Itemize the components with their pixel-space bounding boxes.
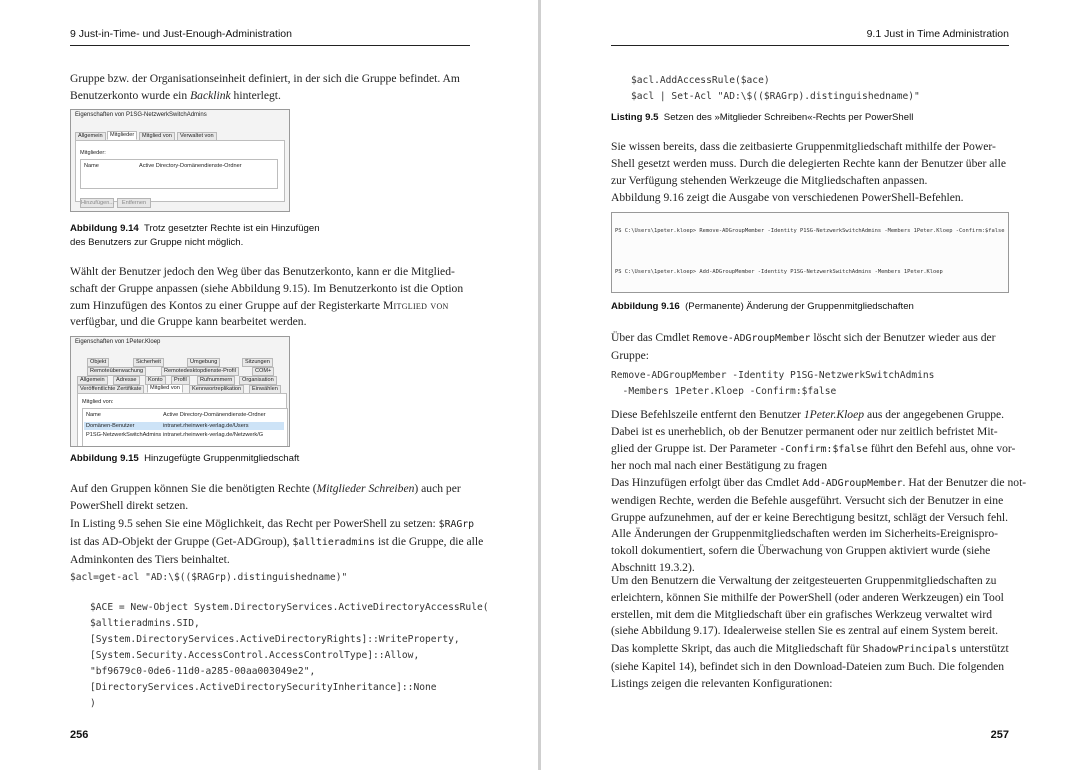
text-line: Shell gesetzt werden muss. Durch die delegierten Rechte kann der Benutzer über alle	[611, 156, 1007, 170]
code-line: $ACE = New-Object System.DirectoryServices.ActiveDirectoryAccessRule(	[90, 602, 489, 613]
tab-sicherheit: Sicherheit	[133, 358, 164, 367]
figure-9-16-console	[611, 212, 1009, 293]
text-line: Adminkonten des Tiers beinhaltet.	[70, 552, 230, 566]
paragraph	[611, 407, 1015, 475]
members-label: Mitglieder:	[80, 150, 106, 156]
paragraph	[70, 481, 461, 515]
window-title: Eigenschaften von P1SG-NetzwerkSwitchAdmins	[75, 112, 207, 118]
text-line: Alle Änderungen der Gruppenmitgliedschaften werden im Sicherheits-Ereignispro-	[611, 527, 998, 541]
caption-text: Trotz gesetzter Rechte ist ein Hinzufügen	[143, 223, 320, 234]
text-line: Dabei ist es unerheblich, ob der Benutzer permanent oder nur zeitlich befristet Mit-	[611, 424, 998, 438]
figure-9-15-screenshot	[70, 336, 290, 447]
caption-label: Listing 9.5	[611, 112, 659, 123]
code-line: [System.Security.AccessControl.AccessControlType]::Allow,	[90, 650, 420, 661]
inline-code: -Confirm:$false	[779, 443, 868, 455]
text-line: her noch mal nach einer Bestätigung zu fragen	[611, 459, 828, 473]
members-list	[80, 159, 278, 189]
memberof-label: Mitglied von:	[82, 399, 114, 405]
row-folder: intranet.rheinwerk-verlag.de/Users	[163, 423, 249, 429]
tab-organisation: Organisation	[239, 376, 277, 385]
inline-code: $RAGrp	[438, 519, 475, 530]
code-line: "bf9679c0-0de6-11d0-a285-00aa003049e2",	[90, 666, 316, 677]
row-name: P1SG-NetzwerkSwitchAdmins	[86, 432, 162, 438]
tab-panel	[75, 140, 285, 202]
text-line: verfügbar, und die Gruppe kann bearbeitet werden.	[70, 315, 307, 329]
text-line: ist die Gruppe, die alle	[375, 534, 484, 548]
tab-verwaltet-von: Verwaltet von	[177, 132, 217, 141]
console-line: PS C:\Users\1peter.kloep> Add-ADGroupMember -Identity P1SG-NetzwerkSwitchAdmins -Members 1Peter.Kloep	[615, 268, 943, 275]
text-line: Das komplette Skript, das auch die Mitgliedschaft für	[611, 642, 863, 655]
tab-adresse: Adresse	[113, 376, 140, 385]
text-line: Listings zeigen die relevanten Konfigurationen:	[611, 676, 833, 690]
caption-label: Abbildung 9.14	[70, 223, 139, 234]
column-folder: Active Directory-Domänendienste-Ordner	[139, 163, 242, 169]
page-number: 256	[70, 729, 89, 741]
code-line: $acl.AddAccessRule($ace)	[631, 75, 770, 86]
code-line: $acl | Set-Acl "AD:\$(($RAGrp).distinguishedname)"	[631, 91, 920, 102]
tab-sitzungen: Sitzungen	[242, 358, 273, 367]
console-line	[615, 249, 1005, 256]
tab-mitglied-von: Mitglied von	[139, 132, 175, 141]
tab-remotedesktop: Remotedesktopdienste-Profil	[161, 367, 239, 376]
text-line: schaft der Gruppe anpassen (siehe Abbildung 9.15). Im Benutzerkonto ist die Option	[70, 281, 464, 295]
tab-objekt: Objekt	[87, 358, 109, 367]
text-line: zur Verfügung stehenden Werkzeuge die Mitgliedschaften anpassen.	[611, 173, 928, 187]
paragraph	[70, 71, 460, 105]
column-name: Name	[84, 163, 99, 169]
figure-9-14-screenshot	[70, 109, 290, 212]
text-line: . Hat der Benutzer die not-	[902, 476, 1027, 489]
paragraph	[611, 573, 1004, 640]
text-line: tokoll dokumentiert, sofern die Überwachung von Gruppen aktiviert wurde (siehe	[611, 544, 991, 558]
caption-label: Abbildung 9.16	[611, 301, 680, 312]
memberof-list	[82, 408, 288, 447]
code-line: [DirectoryServices.ActiveDirectorySecurityInheritance]::None	[90, 682, 437, 693]
caption-text: des Benutzers zur Gruppe nicht möglich.	[70, 236, 244, 248]
text-line: unterstützt	[956, 642, 1009, 655]
text-line: aus der angegebenen Gruppe.	[864, 408, 1005, 421]
tab-konto: Konto	[145, 376, 166, 385]
paragraph	[70, 516, 483, 568]
tab-remoteueberwachung: Remoteüberwachung	[87, 367, 146, 376]
tab-zertifikate: Veröffentlichte Zertifikate	[77, 385, 144, 394]
code-line: $alltieradmins.SID,	[90, 618, 200, 629]
emphasis: Backlink	[190, 88, 231, 102]
header-rule	[70, 45, 470, 46]
text-line: löscht sich der Benutzer wieder aus der	[810, 331, 996, 344]
inline-code: ShadowPrincipals	[862, 644, 957, 655]
code-line: )	[90, 698, 96, 709]
ui-label: Mitglied von	[382, 298, 449, 312]
inline-code: Add-ADGroupMember	[802, 478, 903, 489]
code-line: $acl=get-acl "AD:\$(($RAGrp).distinguishedname)"	[70, 572, 348, 583]
text-line: In Listing 9.5 sehen Sie eine Möglichkeit, das Recht per PowerShell zu setzen:	[70, 517, 439, 530]
inline-code: $alltieradmins	[292, 536, 376, 548]
text-line: Sie wissen bereits, dass die zeitbasierte Gruppenmitgliedschaft mithilfe der Power-	[611, 140, 996, 153]
text-line: Auf den Gruppen können Sie die benötigten Rechte (	[70, 482, 317, 495]
text-line: Gruppe aufzunehmen, auf der er keine Berechtigung besitzt, schlägt der Versuch fehl.	[611, 510, 1009, 524]
listing-caption	[611, 111, 913, 125]
figure-caption	[70, 452, 299, 466]
column-folder: Active Directory-Domänendienste-Ordner	[163, 412, 266, 418]
add-button: Hinzufügen...	[81, 200, 114, 206]
text-line: Abschnitt 19.3.2).	[611, 560, 695, 574]
figure-caption	[611, 300, 914, 314]
caption-text: (Permanente) Änderung der Gruppenmitgliedschaften	[685, 301, 914, 312]
text-line: zum Hinzufügen des Kontos zu einer Gruppe auf der Registerkarte	[70, 298, 383, 312]
inline-code: Remove-ADGroupMember	[692, 333, 811, 344]
caption-label: Abbildung 9.15	[70, 453, 139, 464]
paragraph	[611, 475, 1026, 577]
text-line: ist das AD-Objekt der Gruppe (Get-ADGroup),	[70, 534, 293, 548]
text-line: ) auch per	[414, 482, 461, 495]
caption-text: Setzen des »Mitglieder Schreiben«-Rechts per PowerShell	[663, 112, 914, 123]
tab-mitglieder: Mitglieder	[107, 131, 137, 140]
text-line: Diese Befehlszeile entfernt den Benutzer	[611, 408, 804, 421]
row-folder: intranet.rheinwerk-verlag.de/Netzwerk/G	[163, 432, 264, 438]
tab-mitglied-von: Mitglied von	[147, 384, 183, 393]
paragraph: Abbildung 9.16 zeigt die Ausgabe von verschiedenen PowerShell-Befehlen.	[611, 191, 964, 204]
tab-allgemein: Allgemein	[77, 376, 108, 385]
running-header: 9 Just-in-Time- und Just-Enough-Administration	[70, 28, 292, 40]
text-line: führt den Befehl aus, ohne vor-	[867, 441, 1016, 455]
row-name: Domänen-Benutzer	[86, 423, 135, 429]
column-name: Name	[86, 412, 101, 418]
tab-kennwortreplikation: Kennwortreplikation	[189, 385, 244, 394]
running-header: 9.1 Just in Time Administration	[866, 28, 1009, 40]
tab-einwaehlen: Einwählen	[249, 385, 281, 394]
text-line: Das Hinzufügen erfolgt über das Cmdlet	[611, 476, 803, 489]
paragraph	[70, 264, 463, 331]
tab-umgebung: Umgebung	[187, 358, 220, 367]
tab-panel	[77, 393, 287, 447]
remove-button: Entfernen	[117, 198, 151, 208]
text-line: erstellen, mit dem die Mitgliedschaft über ein grafisches Werkzeug verwaltet wird	[611, 607, 992, 621]
text-line: (siehe Kapitel 14), befindet sich in den Download-Dateien zum Buch. Die folgenden	[611, 659, 1005, 673]
window-title: Eigenschaften von 1Peter.Kloep	[75, 339, 161, 345]
header-rule	[611, 45, 1009, 46]
paragraph	[611, 641, 1009, 692]
figure-caption	[70, 222, 320, 249]
paragraph	[611, 139, 1006, 189]
text-line: erleichtern, können Sie mithilfe der PowerShell (oder anderen Werkzeugen) ein Tool	[611, 590, 1004, 604]
text-line: glied der Gruppe ist. Der Parameter	[611, 441, 780, 455]
caption-text: Hinzugefügte Gruppenmitgliedschaft	[144, 453, 300, 464]
tab-allgemein: Allgemein	[75, 132, 106, 141]
right-page	[541, 0, 1080, 770]
tab-rufnummern: Rufnummern	[197, 376, 235, 385]
text-line: Benutzerkonto wurde ein	[70, 88, 191, 102]
text-line: (siehe Abbildung 9.17). Idealerweise stellen Sie es zentral auf einem System bereit.	[611, 624, 998, 638]
code-line: [System.DirectoryServices.ActiveDirectoryRights]::WriteProperty,	[90, 634, 460, 645]
emphasis: Mitglieder Schreiben	[316, 482, 415, 495]
text-line: Über das Cmdlet	[611, 331, 693, 344]
text-line: Wählt der Benutzer jedoch den Weg über das Benutzerkonto, kann er die Mitglied-	[70, 265, 455, 278]
left-page	[0, 0, 538, 770]
code-line: Remove-ADGroupMember -Identity P1SG-NetzwerkSwitchAdmins	[611, 370, 935, 381]
paragraph	[611, 330, 996, 365]
text-line: hinterlegt.	[230, 88, 281, 102]
text-line: wendigen Rechte, werden die Befehle ausgeführt. Versucht sich der Benutzer in eine	[611, 493, 1004, 507]
emphasis: 1Peter.Kloep	[803, 408, 865, 421]
tab-profil: Profil	[171, 376, 190, 385]
text-line: Gruppe:	[611, 348, 649, 362]
text-line: Gruppe bzw. der Organisationseinheit definiert, in der sich die Gruppe befindet. Am	[70, 72, 460, 85]
page-number: 257	[990, 729, 1009, 741]
console-line: PS C:\Users\1peter.kloep> Remove-ADGroupMember -Identity P1SG-NetzwerkSwitchAdmins -Members 1Peter.Kloep -Confirm:$false	[615, 228, 1005, 235]
tab-com: COM+	[252, 367, 274, 376]
text-line: Um den Benutzern die Verwaltung der zeitgesteuerten Gruppenmitgliedschaften zu	[611, 574, 997, 587]
text-line: PowerShell direkt setzen.	[70, 498, 189, 512]
console-line	[615, 289, 1005, 293]
code-line: -Members 1Peter.Kloep -Confirm:$false	[611, 386, 837, 397]
